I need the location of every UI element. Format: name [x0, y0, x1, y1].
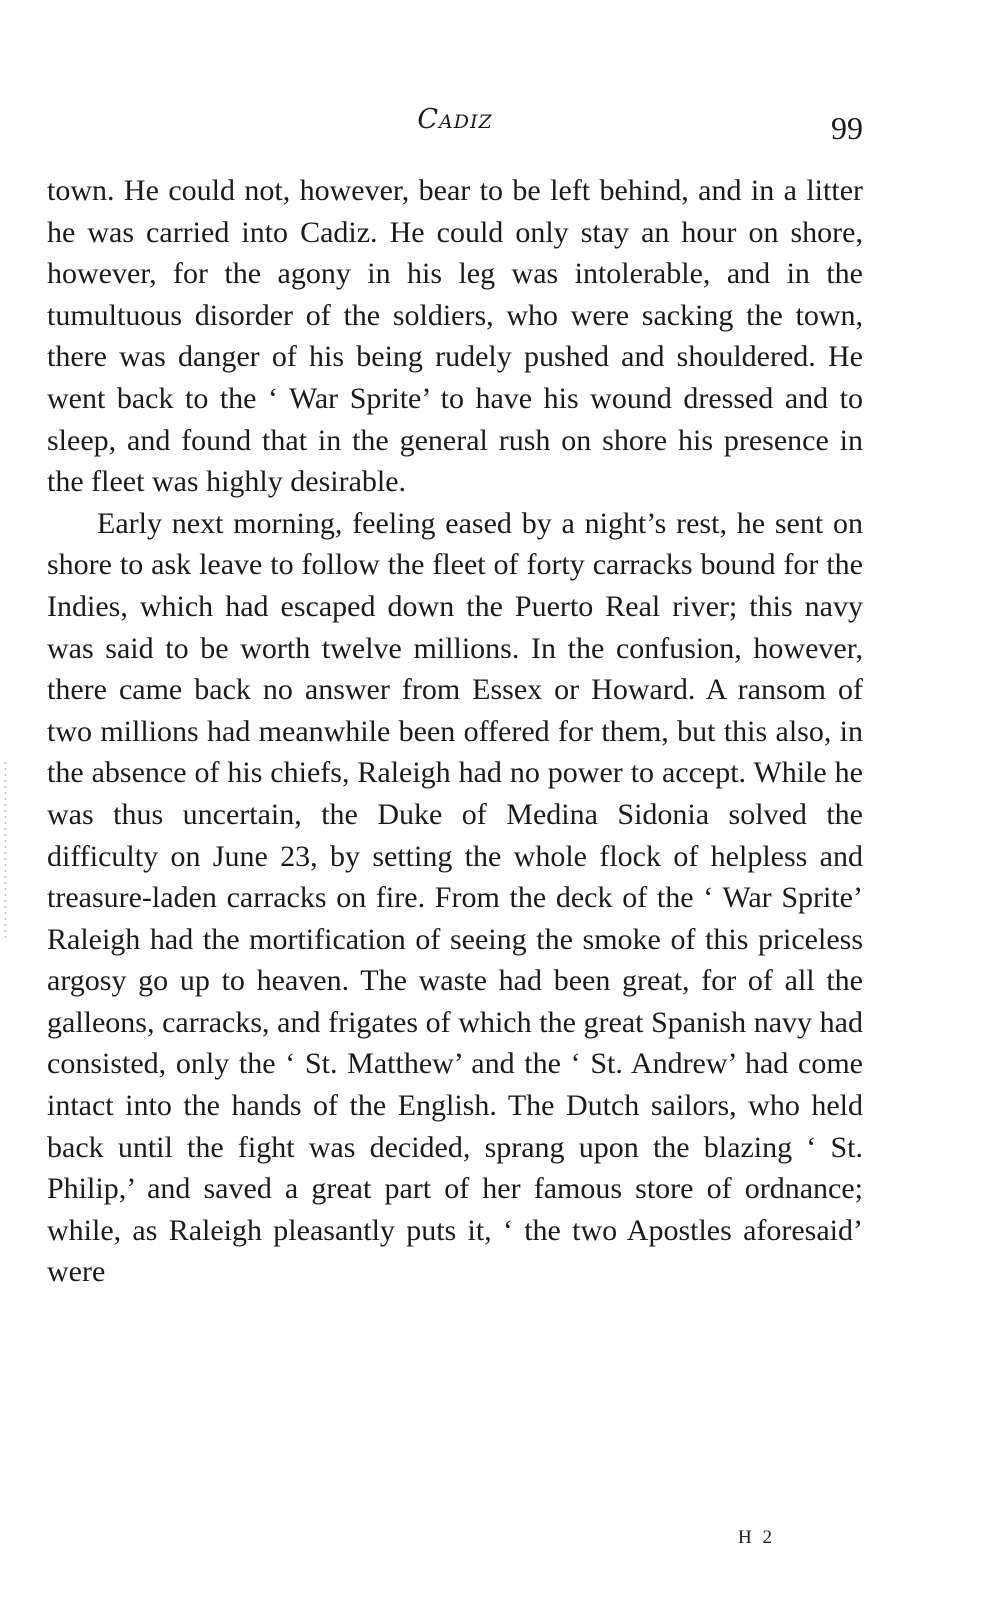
page-number: 99: [831, 110, 863, 146]
paragraph-2: Early next morning, feeling eased by a night’s rest, he sent on shore to ask leave to follow the fleet of forty carracks bound for the Indies, which had escaped down the Puerto Real river; this navy was said to be worth twelve millions. In the confusion, however, there came back no answer from Essex or Howard. A ransom of two millions had meanwhile been offered for them, but this also, in the absence of his chiefs, Raleigh had no power to accept. While he was thus uncertain, the Duke of Medina Sidonia solved the difficulty on June 23, by setting the whole flock of helpless and treasure-laden carracks on fire. From the deck of the ‘ War Sprite’ Raleigh had the mortification of seeing the smoke of this priceless argosy go up to heaven. The waste had been great, for of all the galleons, carracks, and frigates of which the great Spanish navy had consisted, only the ‘ St. Matthew’ and the ‘ St. Andrew’ had come intact into the hands of the English. The Dutch sailors, who held back until the fight was decided, sprang upon the blazing ‘ St. Philip,’ and saved a great part of her famous store of ordnance; while, as Raleigh pleasantly puts it, ‘ the two Apostles aforesaid’ were: [47, 506, 863, 1289]
running-head: [47, 100, 863, 148]
running-title: Cadiz: [417, 104, 493, 135]
signature-mark: H 2: [738, 1527, 775, 1548]
paragraph-1: town. He could not, however, bear to be left behind, and in a litter he was carried into Cadiz. He could only stay an hour on shore, however, for the agony in his leg was intolerable, and in the tumultuous disorder of the soldiers, who were sacking the town, there was danger of his being rudely pushed and shouldered. He went back to the ‘ War Sprite’ to have his wound dressed and to sleep, and found that in the general rush on shore his presence in the fleet was highly desirable.: [47, 174, 863, 499]
body-text: [47, 170, 863, 1293]
page-edge-speckle: [4, 760, 7, 940]
